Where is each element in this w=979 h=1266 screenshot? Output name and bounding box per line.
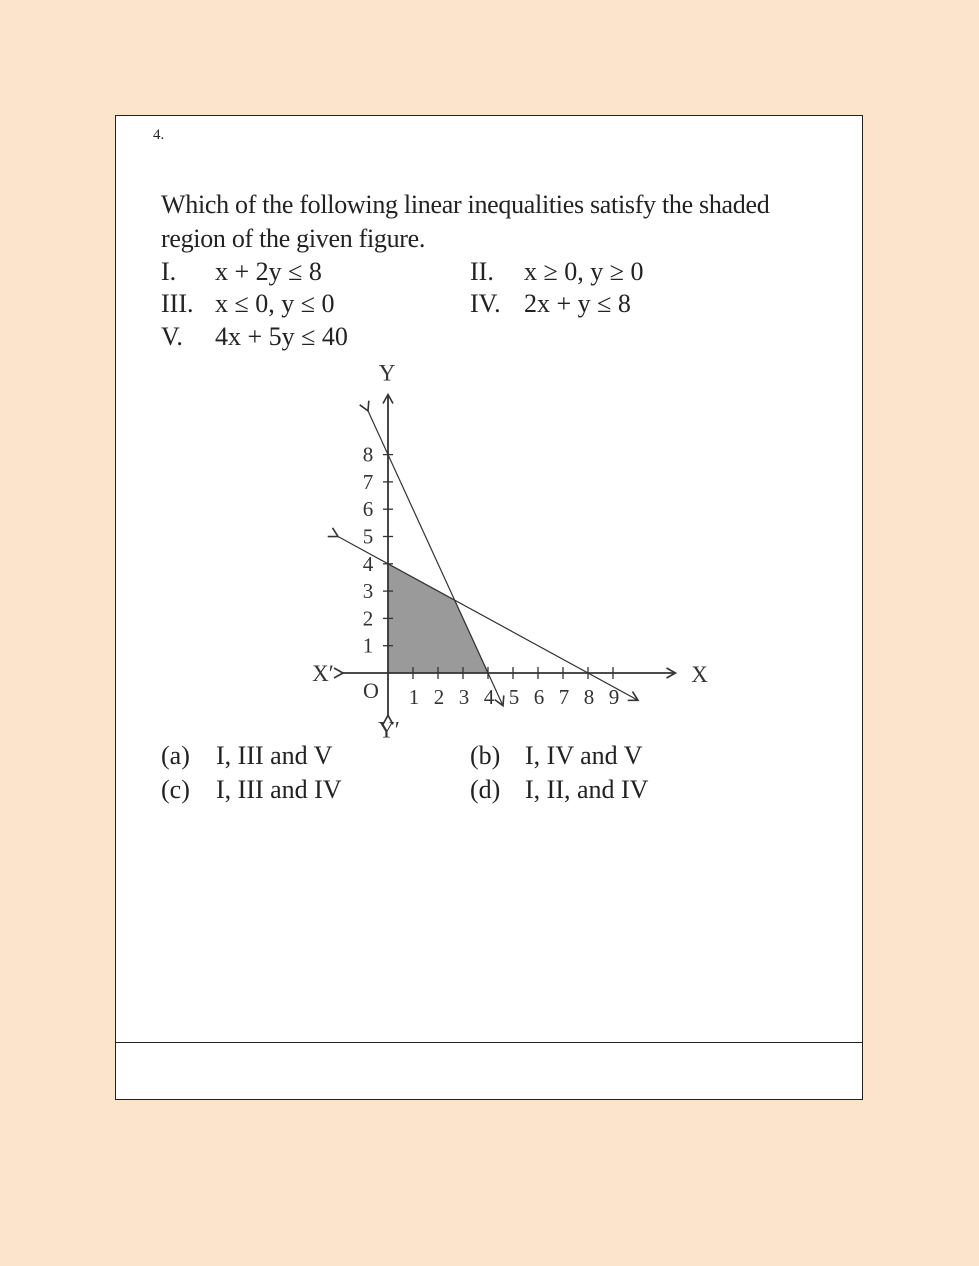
option-a-text: I, III and V — [216, 741, 333, 770]
x-tick-label-5: 5 — [508, 685, 520, 709]
statement-1-text: x + 2y ≤ 8 — [215, 257, 322, 286]
x-tick-label-6: 6 — [533, 685, 545, 709]
statement-2-num: II. — [470, 257, 494, 286]
y-tick-label-8: 8 — [362, 442, 374, 467]
option-c-label: (c) — [161, 775, 190, 804]
option-b-text: I, IV and V — [525, 741, 643, 770]
x-axis-neg-label: X′ — [312, 661, 334, 686]
y-tick-label-2: 2 — [362, 606, 374, 631]
x-tick-label-4: 4 — [483, 685, 495, 709]
x-tick-label-9: 9 — [608, 685, 620, 709]
question-stem: Which of the following linear inequalities satisfy the shaded region of the given figure. — [161, 190, 770, 253]
y-tick-label-4: 4 — [362, 551, 374, 576]
option-d-text: I, II, and IV — [525, 775, 649, 804]
footer-divider — [116, 1042, 862, 1043]
statement-1-num: I. — [161, 257, 177, 286]
x-tick-label-7: 7 — [558, 685, 570, 709]
statement-3-text: x ≤ 0, y ≤ 0 — [215, 289, 335, 318]
y-tick-label-6: 6 — [362, 497, 374, 522]
shaded-region — [388, 564, 488, 673]
origin-label: O — [363, 678, 379, 703]
y-tick-label-3: 3 — [362, 579, 374, 604]
statement-5-num: V. — [161, 322, 183, 351]
question-number: 4. — [153, 127, 165, 143]
option-c-text: I, III and IV — [216, 775, 342, 804]
statement-4-text: 2x + y ≤ 8 — [524, 289, 631, 318]
y-axis-neg-label: Y′ — [378, 717, 400, 743]
option-b-label: (b) — [470, 741, 501, 770]
option-d-label: (d) — [470, 775, 501, 804]
statement-3-num: III. — [161, 289, 194, 318]
inequality-graph — [116, 116, 864, 1101]
y-tick-label-7: 7 — [362, 469, 374, 494]
x-axis-label: X — [691, 662, 708, 687]
y-tick-label-1: 1 — [362, 633, 374, 658]
x-tick-label-8: 8 — [583, 685, 595, 709]
option-a-label: (a) — [161, 741, 190, 770]
x-tick-label-2: 2 — [433, 685, 445, 709]
statement-5-text: 4x + 5y ≤ 40 — [215, 322, 348, 351]
y-axis-label: Y — [378, 360, 396, 386]
x-tick-label-3: 3 — [458, 685, 470, 709]
statement-4-num: IV. — [470, 289, 501, 318]
question-card — [115, 115, 863, 1100]
x-tick-label-1: 1 — [408, 685, 420, 709]
y-tick-label-5: 5 — [362, 524, 374, 549]
statement-2-text: x ≥ 0, y ≥ 0 — [524, 257, 644, 286]
